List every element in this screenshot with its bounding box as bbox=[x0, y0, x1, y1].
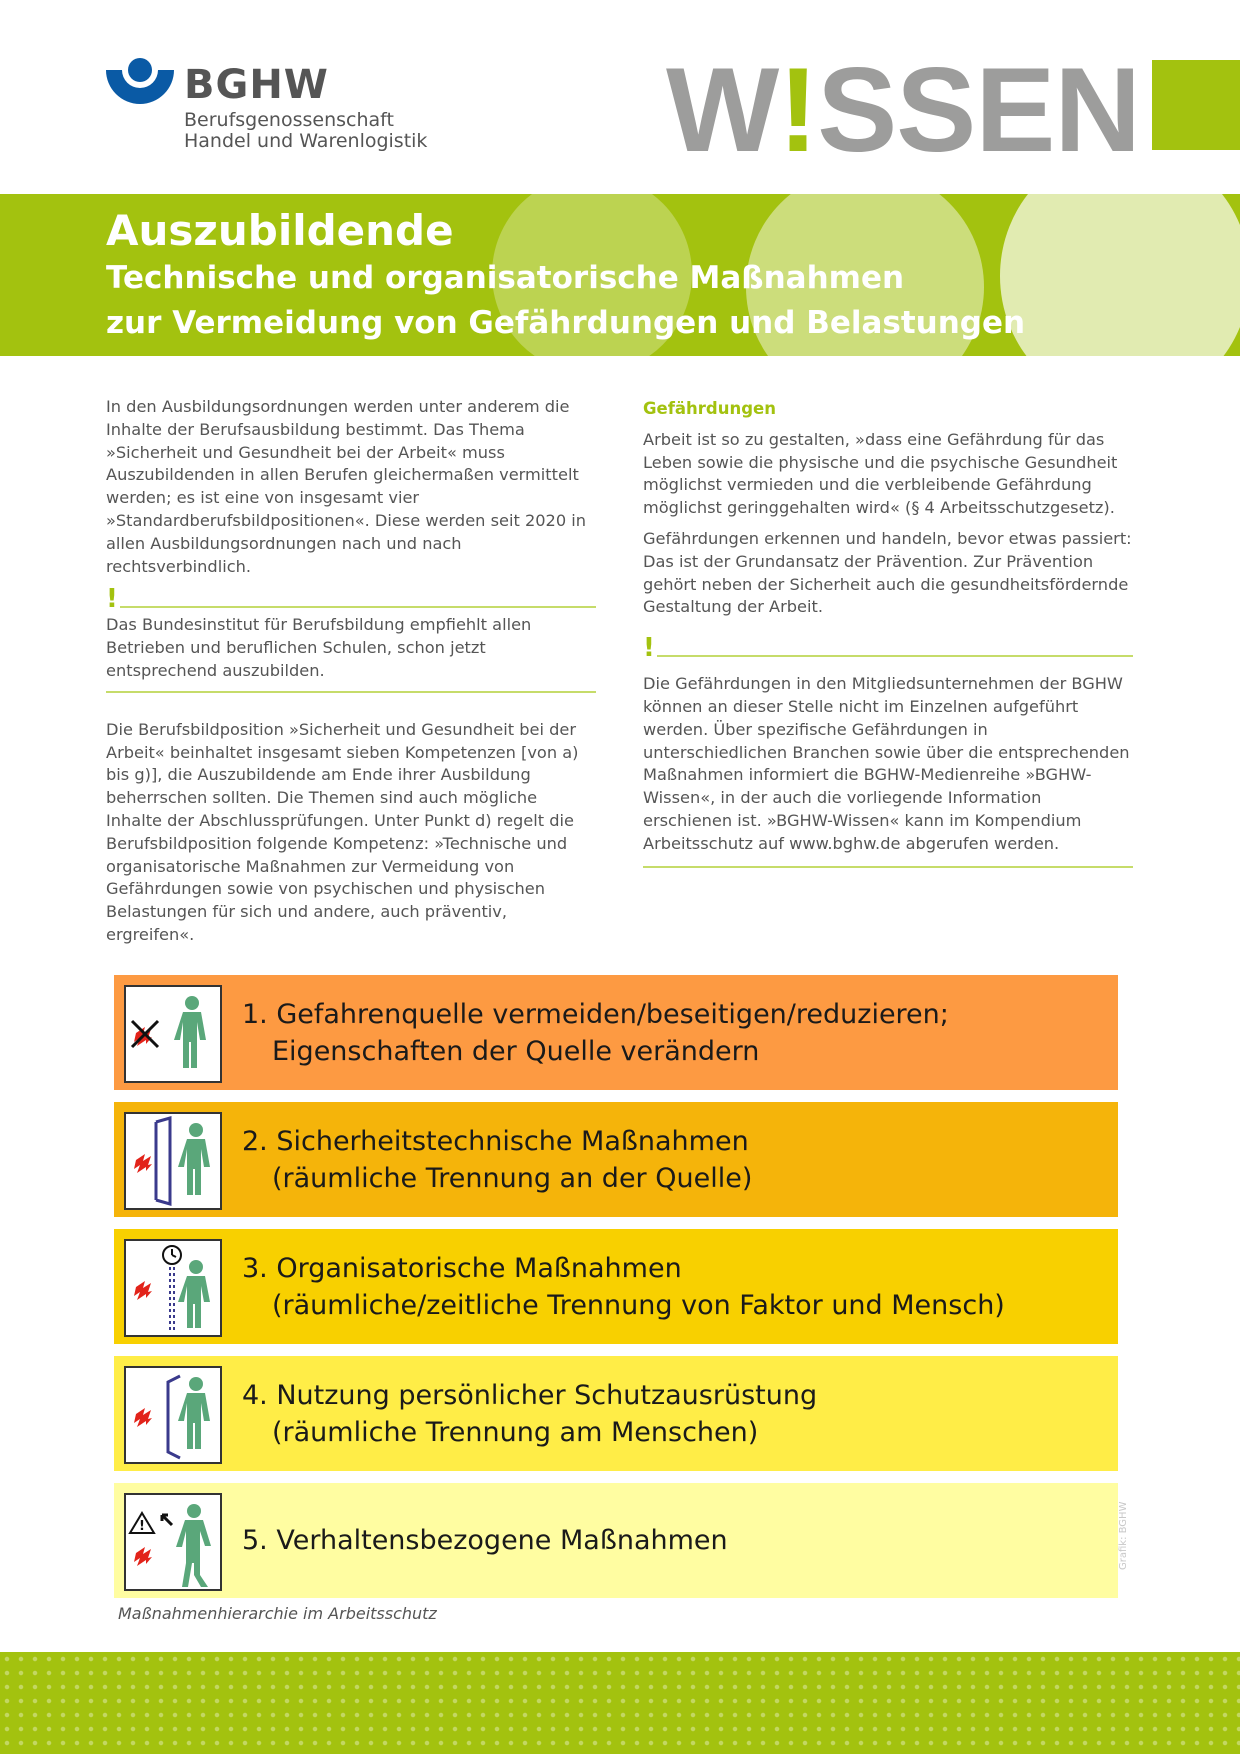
body-paragraph: Die Berufsbildposition »Sicherheit und Gesundheit bei der Arbeit« beinhaltet insgesamt sieben Kompetenzen [von a) bis g)], die Auszubildende am Ende ihrer Ausbildung beherrschen sollten. Die Themen sind auch mögliche Inhalte der Abschlussprüfungen. Unter Punkt d) regelt die Berufsbildposition folgende Kompetenz: »Technische und organisatorische Maßnahmen zur Vermeidung von Gefährdungen sowie von psychischen und physischen Belastungen für sich und andere, auch präventiv, ergreifen«. bbox=[106, 719, 579, 944]
page-subtitle-line-1: Technische und organisatorische Maßnahmen bbox=[106, 260, 905, 296]
right-column bbox=[643, 396, 1133, 868]
bghw-logo-icon bbox=[106, 58, 174, 108]
page-title: Auszubildende bbox=[106, 206, 454, 255]
logo-subtitle bbox=[184, 110, 514, 152]
step-1-line-2: Eigenschaften der Quelle verändern bbox=[272, 1035, 760, 1067]
step-3-line-2: (räumliche/zeitliche Trennung von Faktor und Mensch) bbox=[272, 1289, 1005, 1321]
technical-protection-icon bbox=[124, 1112, 222, 1210]
step-5-line-1: 5. Verhaltensbezogene Maßnahmen bbox=[242, 1525, 728, 1556]
step-4-line-2: (räumliche Trennung am Menschen) bbox=[272, 1416, 759, 1448]
wissen-w: W bbox=[666, 43, 779, 177]
behavioural-measure-icon bbox=[124, 1493, 222, 1591]
step-2-line-2: (räumliche Trennung an der Quelle) bbox=[272, 1162, 753, 1194]
wissen-wordmark bbox=[666, 43, 1141, 177]
note-box bbox=[106, 584, 596, 692]
wissen-rest: SSEN bbox=[817, 43, 1141, 177]
exclamation-icon: ! bbox=[643, 633, 655, 664]
title-banner bbox=[0, 194, 1240, 356]
measure-hierarchy bbox=[114, 975, 1118, 1610]
wissen-green-block bbox=[1152, 60, 1240, 150]
page-subtitle-line-2: zur Vermeidung von Gefährdungen und Belastungen bbox=[106, 305, 1026, 341]
step-4-line-1: 4. Nutzung persönlicher Schutzausrüstung bbox=[242, 1379, 818, 1411]
section-heading: Gefährdungen bbox=[643, 399, 776, 418]
paragraph-2: Gefährdungen erkennen und handeln, bevor etwas passiert: Das ist der Grundansatz der Prävention. Zur Prävention gehört neben der Sicherheit auch die gesundheitsfördernde Gestaltung der Arbeit. bbox=[643, 528, 1132, 617]
personal-protective-equipment-icon bbox=[124, 1366, 222, 1464]
note-text: Das Bundesinstitut für Berufsbildung empfiehlt allen Betrieben und beruflichen Schulen, schon jetzt entsprechend auszubilden. bbox=[106, 615, 532, 680]
step-2-line-1: 2. Sicherheitstechnische Maßnahmen bbox=[242, 1125, 749, 1157]
note-text: Die Gefährdungen in den Mitgliedsunternehmen der BGHW können an dieser Stelle nicht im Einzelnen aufgeführt werden. Über spezifische Gefährdungen in unterschiedlichen Branchen sowie über die entsprechenden Maßnahmen informiert die BGHW-Medienreihe »BGHW-Wissen«, in der auch die vorliegende Information erschienen ist. »BGHW-Wissen« kann im Kompendium Arbeitsschutz auf www.bghw.de abgerufen werden. bbox=[643, 674, 1130, 853]
hierarchy-step-4 bbox=[114, 1356, 1118, 1471]
svg-text:!: ! bbox=[139, 1519, 145, 1534]
hierarchy-step-1 bbox=[114, 975, 1118, 1090]
hierarchy-step-3 bbox=[114, 1229, 1118, 1344]
wissen-exclamation: ! bbox=[778, 43, 818, 177]
hierarchy-step-2 bbox=[114, 1102, 1118, 1217]
hierarchy-step-5 bbox=[114, 1483, 1118, 1598]
intro-paragraph: In den Ausbildungsordnungen werden unter anderem die Inhalte der Berufsausbildung bestimmt. Das Thema »Sicherheit und Gesundheit bei der Arbeit« muss Auszubildenden in allen Berufen gleichermaßen vermittelt werden; es ist eine von insgesamt vier »Standardberufsbildpositionen«. Diese werden seit 2020 in allen Ausbildungsordnungen nach und nach rechtsverbindlich. bbox=[106, 397, 587, 576]
figure-caption: Maßnahmenhierarchie im Arbeitsschutz bbox=[118, 1604, 437, 1623]
footer-band bbox=[0, 1652, 1240, 1754]
logo-name: BGHW bbox=[184, 62, 329, 108]
logo-line-1: Berufsgenossenschaft bbox=[184, 109, 394, 131]
organisational-measure-icon bbox=[124, 1239, 222, 1337]
banner-circle bbox=[1000, 194, 1240, 356]
paragraph-1: Arbeit ist so zu gestalten, »dass eine Gefährdung für das Leben sowie die physische und die psychische Gesundheit möglichst vermieden und die verbleibende Gefährdung möglichst geringgehalten wird« (§ 4 Arbeitsschutzgesetz). bbox=[643, 429, 1118, 518]
step-1-line-1: 1. Gefahrenquelle vermeiden/beseitigen/reduzieren; bbox=[242, 998, 949, 1030]
exclamation-icon: ! bbox=[106, 584, 118, 615]
note-box bbox=[643, 633, 1133, 867]
graphic-credit: Grafik: BGHW bbox=[1118, 1501, 1129, 1570]
logo-line-2: Handel und Warenlogistik bbox=[184, 130, 428, 152]
left-column bbox=[106, 396, 596, 947]
eliminate-hazard-icon bbox=[124, 985, 222, 1083]
step-3-line-1: 3. Organisatorische Maßnahmen bbox=[242, 1252, 682, 1284]
